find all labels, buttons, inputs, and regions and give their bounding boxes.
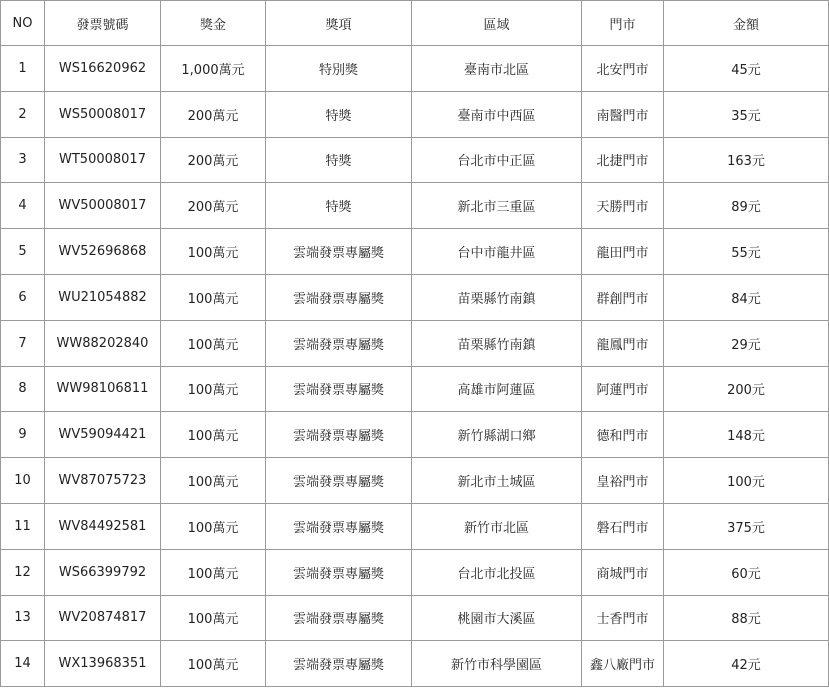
cell-store: 北安門市 [582,46,664,92]
table-row [1,46,829,92]
cell-no: 9 [1,412,45,458]
cell-prize-money: 100萬元 [161,412,266,458]
header-no: NO [1,1,45,46]
cell-store: 龍田門市 [582,229,664,275]
cell-area: 新北市三重區 [412,183,582,229]
cell-invoice-number: WX13968351 [45,641,161,687]
cell-area: 桃園市大溪區 [412,595,582,641]
cell-prize-item: 雲端發票專屬獎 [266,503,412,549]
cell-invoice-number: WV87075723 [45,458,161,504]
header-store: 門市 [582,1,664,46]
cell-invoice-number: WU21054882 [45,274,161,320]
cell-area: 新竹市科學園區 [412,641,582,687]
cell-amount: 60元 [664,549,829,595]
cell-prize-money: 100萬元 [161,320,266,366]
table-row [1,229,829,275]
cell-no: 5 [1,229,45,275]
cell-no: 8 [1,366,45,412]
cell-invoice-number: WV59094421 [45,412,161,458]
cell-area: 台北市北投區 [412,549,582,595]
cell-prize-money: 200萬元 [161,183,266,229]
cell-prize-item: 特獎 [266,91,412,137]
header-row [1,1,829,46]
header-area: 區域 [412,1,582,46]
cell-invoice-number: WS66399792 [45,549,161,595]
table-row [1,641,829,687]
cell-prize-money: 100萬元 [161,458,266,504]
table-row [1,595,829,641]
cell-prize-item: 雲端發票專屬獎 [266,641,412,687]
table-row [1,137,829,183]
cell-prize-money: 100萬元 [161,641,266,687]
cell-store: 南醫門市 [582,91,664,137]
cell-area: 新北市土城區 [412,458,582,504]
cell-area: 臺南市北區 [412,46,582,92]
cell-no: 11 [1,503,45,549]
cell-prize-money: 100萬元 [161,366,266,412]
cell-no: 4 [1,183,45,229]
cell-area: 新竹縣湖口鄉 [412,412,582,458]
cell-no: 2 [1,91,45,137]
cell-no: 3 [1,137,45,183]
cell-prize-item: 雲端發票專屬獎 [266,595,412,641]
header-invoice-number: 發票號碼 [45,1,161,46]
cell-prize-money: 200萬元 [161,137,266,183]
cell-area: 新竹市北區 [412,503,582,549]
cell-store: 天勝門市 [582,183,664,229]
cell-invoice-number: WV84492581 [45,503,161,549]
cell-prize-item: 雲端發票專屬獎 [266,274,412,320]
cell-no: 6 [1,274,45,320]
cell-store: 商城門市 [582,549,664,595]
cell-amount: 88元 [664,595,829,641]
cell-area: 臺南市中西區 [412,91,582,137]
cell-no: 12 [1,549,45,595]
cell-prize-item: 雲端發票專屬獎 [266,549,412,595]
cell-amount: 100元 [664,458,829,504]
cell-amount: 55元 [664,229,829,275]
cell-invoice-number: WV20874817 [45,595,161,641]
cell-prize-money: 100萬元 [161,595,266,641]
cell-no: 14 [1,641,45,687]
cell-prize-item: 特獎 [266,183,412,229]
table-row [1,366,829,412]
header-prize-item: 獎項 [266,1,412,46]
cell-area: 台北市中正區 [412,137,582,183]
cell-area: 苗栗縣竹南鎮 [412,274,582,320]
cell-invoice-number: WS50008017 [45,91,161,137]
cell-no: 10 [1,458,45,504]
table-row [1,503,829,549]
cell-no: 13 [1,595,45,641]
cell-amount: 148元 [664,412,829,458]
cell-store: 群創門市 [582,274,664,320]
header-prize-money: 獎金 [161,1,266,46]
table-row [1,91,829,137]
cell-amount: 45元 [664,46,829,92]
cell-invoice-number: WW88202840 [45,320,161,366]
cell-amount: 29元 [664,320,829,366]
cell-prize-money: 100萬元 [161,549,266,595]
cell-prize-item: 特別獎 [266,46,412,92]
cell-amount: 35元 [664,91,829,137]
cell-invoice-number: WS16620962 [45,46,161,92]
table-row [1,274,829,320]
table-row [1,458,829,504]
cell-store: 龍鳳門市 [582,320,664,366]
cell-store: 士香門市 [582,595,664,641]
cell-amount: 200元 [664,366,829,412]
cell-amount: 163元 [664,137,829,183]
cell-amount: 89元 [664,183,829,229]
cell-area: 台中市龍井區 [412,229,582,275]
table-row [1,320,829,366]
cell-invoice-number: WV52696868 [45,229,161,275]
cell-prize-money: 100萬元 [161,274,266,320]
cell-prize-item: 特獎 [266,137,412,183]
cell-invoice-number: WT50008017 [45,137,161,183]
cell-invoice-number: WW98106811 [45,366,161,412]
cell-prize-money: 200萬元 [161,91,266,137]
cell-store: 鑫八廠門市 [582,641,664,687]
cell-prize-item: 雲端發票專屬獎 [266,412,412,458]
header-amount: 金額 [664,1,829,46]
cell-area: 高雄市阿蓮區 [412,366,582,412]
cell-no: 1 [1,46,45,92]
cell-amount: 375元 [664,503,829,549]
cell-prize-item: 雲端發票專屬獎 [266,458,412,504]
cell-amount: 84元 [664,274,829,320]
cell-prize-money: 100萬元 [161,229,266,275]
cell-prize-item: 雲端發票專屬獎 [266,320,412,366]
cell-amount: 42元 [664,641,829,687]
cell-no: 7 [1,320,45,366]
cell-store: 皇裕門市 [582,458,664,504]
cell-area: 苗栗縣竹南鎮 [412,320,582,366]
cell-prize-money: 1,000萬元 [161,46,266,92]
cell-store: 北捷門市 [582,137,664,183]
cell-prize-item: 雲端發票專屬獎 [266,229,412,275]
table-row [1,549,829,595]
cell-store: 德和門市 [582,412,664,458]
cell-prize-money: 100萬元 [161,503,266,549]
table-row [1,412,829,458]
table-row [1,183,829,229]
cell-prize-item: 雲端發票專屬獎 [266,366,412,412]
cell-store: 阿蓮門市 [582,366,664,412]
cell-invoice-number: WV50008017 [45,183,161,229]
table-body [1,46,829,687]
cell-store: 磐石門市 [582,503,664,549]
